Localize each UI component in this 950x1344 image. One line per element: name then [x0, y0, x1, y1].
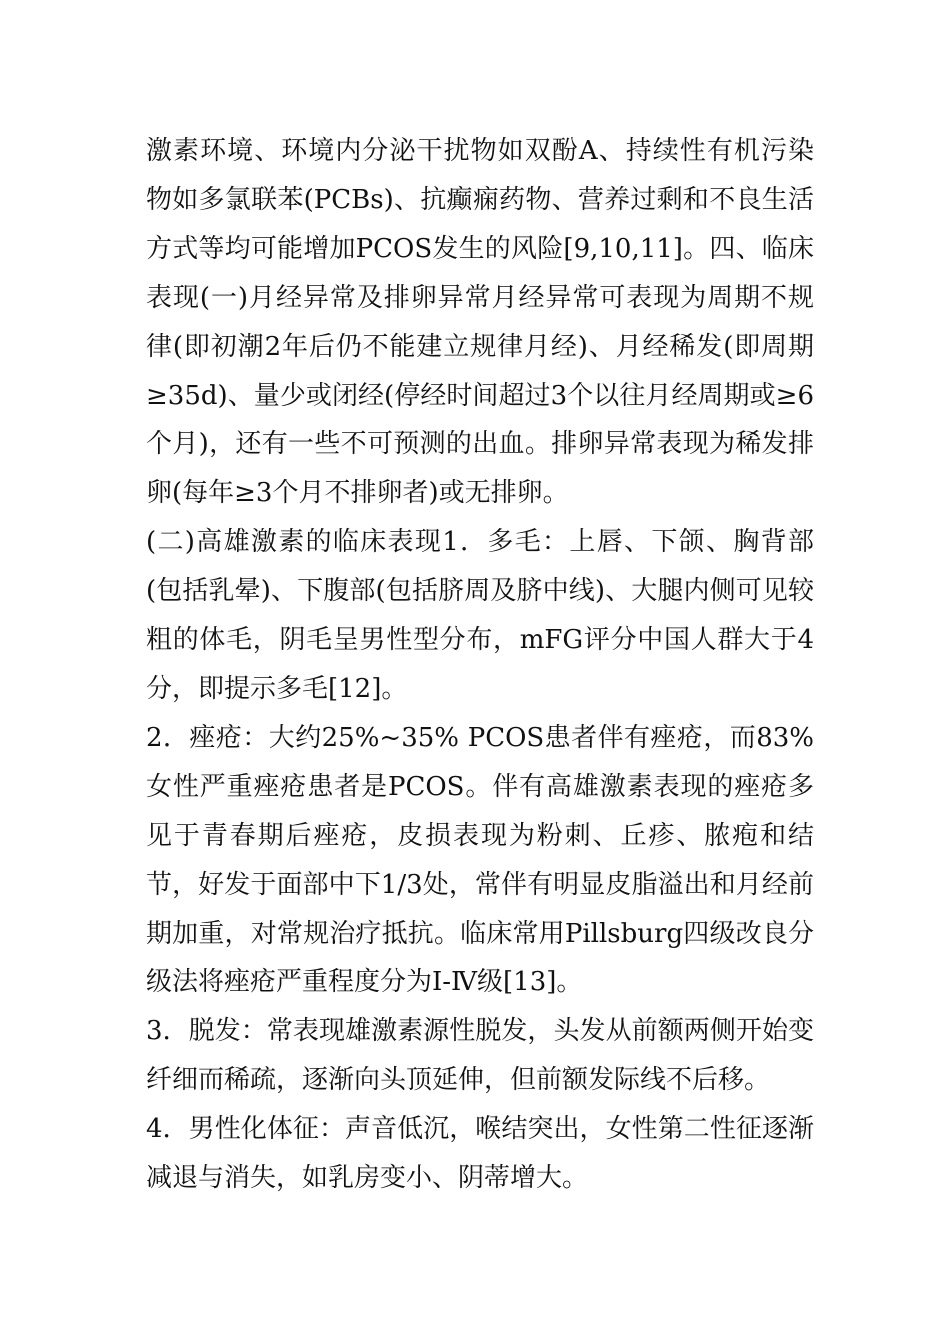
- paragraph-alopecia: 3．脱发：常表现雄激素源性脱发，头发从前额两侧开始变纤细而稀疏，逐渐向头顶延伸，但前额发际线不后移。: [146, 1016, 814, 1096]
- paragraph-acne: 2．痤疮：大约25%~35% PCOS患者伴有痤疮，而83%女性严重痤疮患者是PCOS。伴有高雄激素表现的痤疮多见于青春期后痤疮，皮损表现为粉刺、丘疹、脓疱和结节，好发于面部中下1/3处，常伴有明显皮脂溢出和月经前期加重，对常规治疗抵抗。临床常用Pillsburg四级改良分级法将痤疮严重程度分为Ⅰ-Ⅳ级[13]。: [146, 722, 814, 998]
- paragraph-virilization: 4．男性化体征：声音低沉，喉结突出，女性第二性征逐渐减退与消失，如乳房变小、阴蒂增大。: [146, 1114, 814, 1194]
- document-body: [146, 127, 814, 1203]
- paragraph-risk-factors-and-menstrual: 激素环境、环境内分泌干扰物如双酚A、持续性有机污染物如多氯联苯(PCBs)、抗癫痫药物、营养过剩和不良生活方式等均可能增加PCOS发生的风险[9,10,11]。四、临床表现(一)月经异常及排卵异常月经异常可表现为周期不规律(即初潮2年后仍不能建立规律月经)、月经稀发(即周期≥35d)、量少或闭经(停经时间超过3个以往月经周期或≥6个月)，还有一些不可预测的出血。排卵异常表现为稀发排卵(每年≥3个月不排卵者)或无排卵。: [146, 136, 814, 509]
- paragraph-hirsutism: (二)高雄激素的临床表现1．多毛：上唇、下颌、胸背部(包括乳晕)、下腹部(包括脐周及脐中线)、大腿内侧可见较粗的体毛，阴毛呈男性型分布，mFG评分中国人群大于4分，即提示多毛[12]。: [146, 527, 814, 704]
